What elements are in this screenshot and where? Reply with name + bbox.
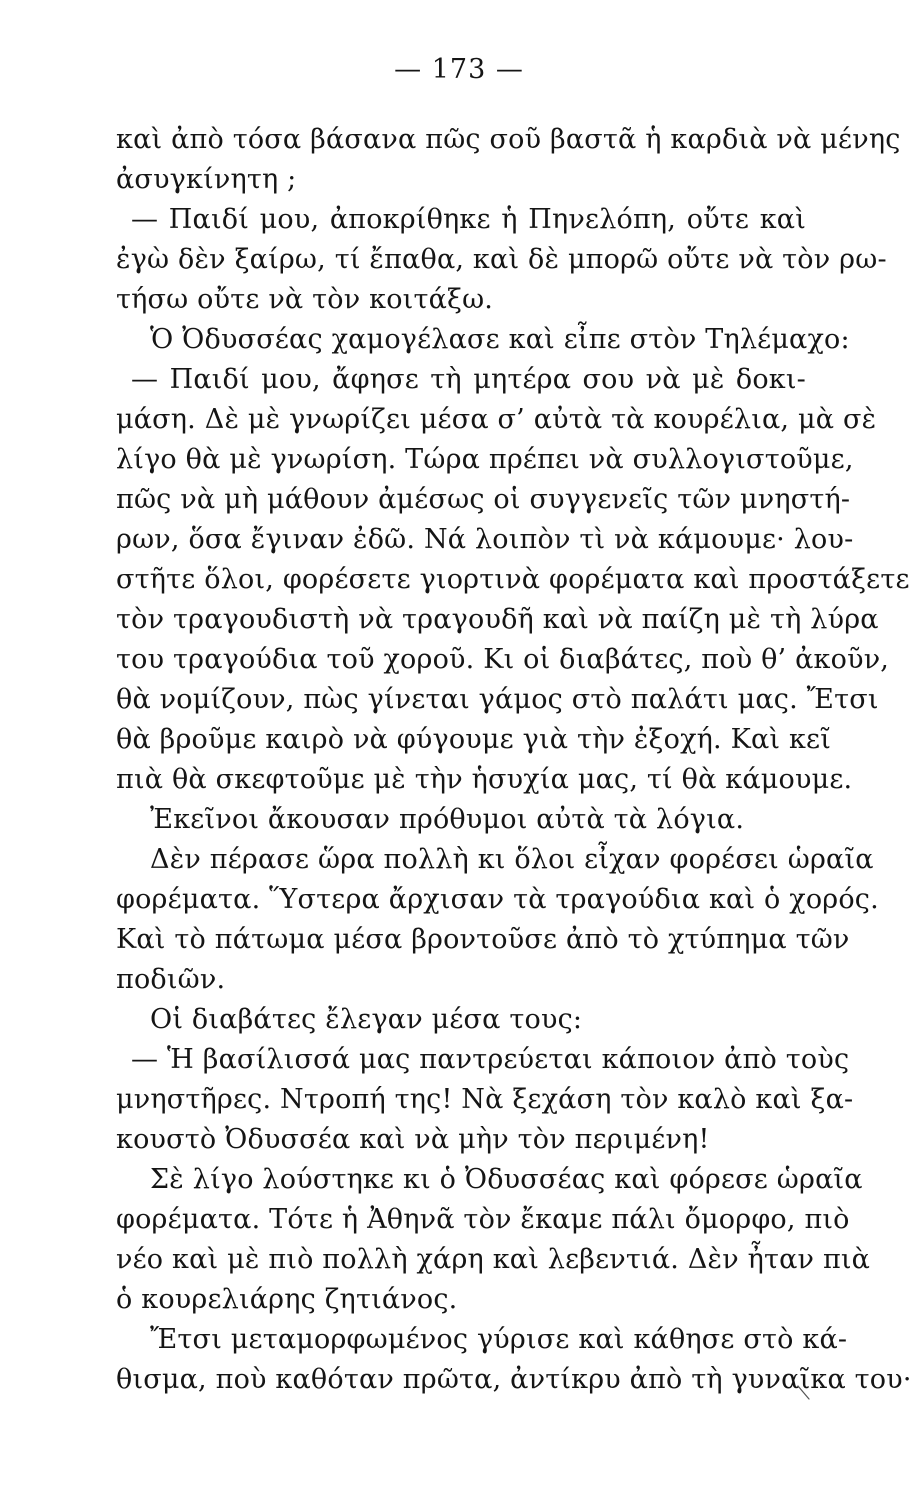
page-number: — 173 — [394, 54, 524, 85]
text-line: — Ἡ βασίλισσά μας παντρεύεται κάποιον ἀπὸ τοὺς [131, 1044, 850, 1075]
text-line: θὰ νομίζουν, πὼς γίνεται γάμος στὸ παλάτι μας. Ἔτσι [116, 684, 879, 715]
text-line: του τραγούδια τοῦ χοροῦ. Κι οἱ διαβάτες, ποὺ θ’ ἀκοῦν, [116, 644, 890, 675]
text-line: Ἔτσι μεταμορφωμένος γύρισε καὶ κάθησε στὸ κά- [150, 1324, 848, 1355]
text-line: Οἱ διαβάτες ἔλεγαν μέσα τους: [150, 1004, 583, 1035]
text-line: φορέματα. Τότε ἡ Ἀθηνᾶ τὸν ἔκαμε πάλι ὄμορφο, πιὸ [116, 1204, 850, 1235]
text-line: Σὲ λίγο λούστηκε κι ὁ Ὀδυσσέας καὶ φόρεσε ὡραῖα [150, 1164, 863, 1195]
text-line: μνηστῆρες. Ντροπή της! Νὰ ξεχάση τὸν καλὸ καὶ ξα- [116, 1084, 854, 1115]
text-line: θισμα, ποὺ καθόταν πρῶτα, ἀντίκρυ ἀπὸ τὴ γυναῖκα του· [116, 1364, 912, 1395]
text-line: τήσω οὔτε νὰ τὸν κοιτάξω. [116, 284, 494, 315]
text-line: φορέματα. Ὕστερα ἄρχισαν τὰ τραγούδια καὶ ὁ χορός. [116, 884, 879, 915]
text-line: νέο καὶ μὲ πιὸ πολλὴ χάρη καὶ λεβεντιά. Δὲν ἦταν πιὰ [116, 1244, 871, 1275]
text-line: πιὰ θὰ σκεφτοῦμε μὲ τὴν ἡσυχία μας, τί θὰ κάμουμε. [116, 764, 853, 795]
margin-pencil-mark [795, 1384, 815, 1404]
text-line: τὸν τραγουδιστὴ νὰ τραγουδῆ καὶ νὰ παίζη μὲ τὴ λύρα [116, 604, 879, 635]
text-line: κουστὸ Ὀδυσσέα καὶ νὰ μὴν τὸν περιμένη! [116, 1124, 710, 1155]
text-line: πῶς νὰ μὴ μάθουν ἀμέσως οἱ συγγενεῖς τῶν μνηστή- [116, 484, 851, 515]
text-line: ἀσυγκίνητη ; [116, 164, 297, 195]
text-line: στῆτε ὅλοι, φορέσετε γιορτινὰ φορέματα καὶ προστάξετε [116, 564, 910, 595]
text-line: θὰ βροῦμε καιρὸ νὰ φύγουμε γιὰ τὴν ἐξοχή. Καὶ κεῖ [116, 724, 832, 755]
text-line: ὁ κουρελιάρης ζητιάνος. [116, 1284, 458, 1315]
text-line: Καὶ τὸ πάτωμα μέσα βροντοῦσε ἀπὸ τὸ χτύπημα τῶν [116, 924, 850, 955]
text-line: — Παιδί μου, ἄφησε τὴ μητέρα σου νὰ μὲ δοκι- [131, 364, 806, 395]
text-line: καὶ ἀπὸ τόσα βάσανα πῶς σοῦ βαστᾶ ἡ καρδιὰ νὰ μένης [116, 124, 901, 155]
text-line: λίγο θὰ μὲ γνωρίση. Τώρα πρέπει νὰ συλλογιστοῦμε, [116, 444, 854, 475]
text-line: Ἐκεῖνοι ἄκουσαν πρόθυμοι αὐτὰ τὰ λόγια. [150, 804, 745, 835]
text-line: ἐγὼ δὲν ξαίρω, τί ἔπαθα, καὶ δὲ μπορῶ οὔτε νὰ τὸν ρω- [116, 244, 887, 275]
text-line: ρων, ὅσα ἔγιναν ἐδῶ. Νά λοιπὸν τὶ νὰ κάμουμε· λου- [116, 524, 854, 555]
text-line: ποδιῶν. [116, 964, 226, 995]
text-line: Ὁ Ὀδυσσέας χαμογέλασε καὶ εἶπε στὸν Τηλέμαχο: [150, 324, 850, 355]
text-line: μάση. Δὲ μὲ γνωρίζει μέσα σ’ αὐτὰ τὰ κουρέλια, μὰ σὲ [116, 404, 877, 435]
text-line: Δὲν πέρασε ὥρα πολλὴ κι ὅλοι εἶχαν φορέσει ὡραῖα [150, 844, 874, 875]
text-line: — Παιδί μου, ἀποκρίθηκε ἡ Πηνελόπη, οὔτε καὶ [131, 204, 806, 235]
